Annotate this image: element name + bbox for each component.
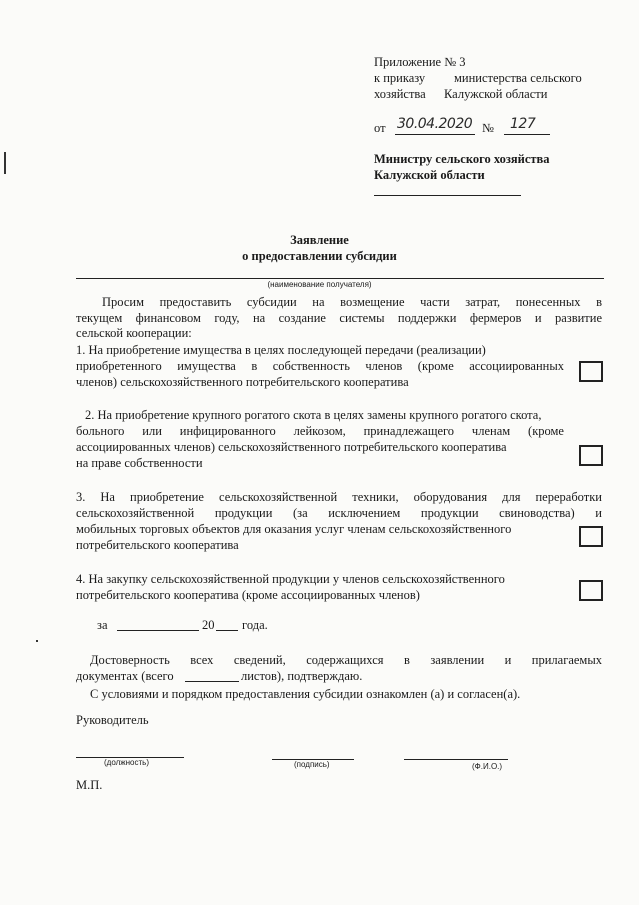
date-underline <box>395 134 475 135</box>
item1-line2: приобретенного имущества в собственность членов (кроме ассоциированных <box>76 359 564 373</box>
order-ref-a: к приказу <box>374 71 426 85</box>
item4-line1: 4. На закупку сельскохозяйственной продукции у членов сельскохозяйственного <box>76 572 505 586</box>
attest-line2a: документах (всего <box>76 669 174 683</box>
addressee-line1: Министру сельского хозяйства <box>374 152 550 166</box>
item2-line2: больного или инфицированного лейкозом, принадлежащего членам (кроме <box>76 424 564 438</box>
item1-checkbox[interactable] <box>579 361 603 382</box>
intro-line3: сельской кооперации: <box>76 326 192 340</box>
number-underline <box>504 134 550 135</box>
number-prefix: № <box>482 121 494 135</box>
appendix-title: Приложение № 3 <box>374 55 466 69</box>
name-caption: (Ф.И.О.) <box>472 762 503 771</box>
ministry-ref-a: хозяйства <box>374 87 426 101</box>
item3-line3: мобильных торговых объектов для оказания услуг членам сельскохозяйственного <box>76 522 512 536</box>
item3-line2: сельскохозяйственной продукции (за исключением продукции свиноводства) и <box>76 506 602 520</box>
period-blank-2[interactable] <box>216 630 238 631</box>
item4-line2: потребительского кооператива (кроме ассоциированных членов) <box>76 588 420 602</box>
attest-line2b: листов), подтверждаю. <box>241 669 363 683</box>
addressee-underline <box>374 195 521 196</box>
doc-title: Заявление <box>290 233 349 247</box>
scan-dot <box>36 640 38 642</box>
item1-line1: 1. На приобретение имущества в целях последующей передачи (реализации) <box>76 343 486 357</box>
handwritten-number: 127 <box>510 116 536 132</box>
item1-line3: членов) сельскохозяйственного потребительского кооператива <box>76 375 409 389</box>
attest-line3: С условиями и порядком предоставления субсидии ознакомлен (а) и согласен(а). <box>90 687 521 701</box>
date-prefix: от <box>374 121 386 135</box>
doc-subtitle: о предоставлении субсидии <box>242 249 397 263</box>
item2-checkbox[interactable] <box>579 445 603 466</box>
sign-caption: (подпись) <box>294 760 330 769</box>
order-ref-b: министерства сельского <box>454 71 582 85</box>
attest-line1: Достоверность всех сведений, содержащихся в заявлении и прилагаемых <box>90 653 602 667</box>
ministry-ref-b: Калужской области <box>444 87 548 101</box>
recipient-line <box>76 278 604 279</box>
intro-line2: текущем финансовом году, на создание системы поддержки фермеров и развитие <box>76 311 602 325</box>
item4-checkbox[interactable] <box>579 580 603 601</box>
intro-line1: Просим предоставить субсидии на возмещение части затрат, понесенных в <box>102 295 602 309</box>
recipient-caption: (наименование получателя) <box>267 280 372 289</box>
item2-line3: ассоциированных членов) сельскохозяйственного потребительского кооператива <box>76 440 507 454</box>
addressee-line2: Калужской области <box>374 168 485 182</box>
name-line[interactable] <box>404 759 508 760</box>
period-prefix: за <box>97 618 108 632</box>
handwritten-date: 30.04.2020 <box>397 116 473 132</box>
period-blank-1[interactable] <box>117 630 199 631</box>
position-caption: (должность) <box>104 758 149 767</box>
signature-head: Руководитель <box>76 713 149 727</box>
item2-line1: 2. На приобретение крупного рогатого скота в целях замены крупного рогатого скота, <box>85 408 542 422</box>
period-year: 20 <box>202 618 215 632</box>
item2-line4: на праве собственности <box>76 456 203 470</box>
item3-checkbox[interactable] <box>579 526 603 547</box>
period-suffix: года. <box>242 618 268 632</box>
sheets-blank[interactable] <box>185 681 239 682</box>
scan-mark <box>4 152 6 174</box>
item3-line1: 3. На приобретение сельскохозяйственной техники, оборудования для переработки <box>76 490 602 504</box>
item3-line4: потребительского кооператива <box>76 538 239 552</box>
stamp-place: М.П. <box>76 778 103 792</box>
